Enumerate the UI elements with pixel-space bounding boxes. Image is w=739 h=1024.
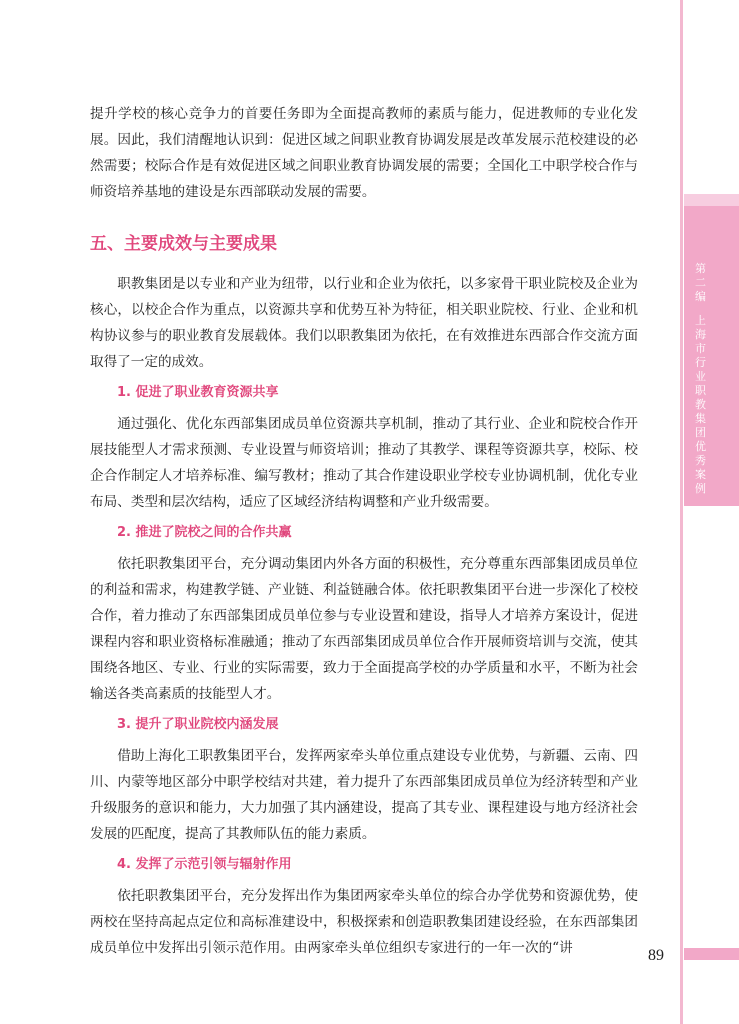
subsection-heading-3: 3. 提升了职业院校内涵发展	[117, 717, 279, 732]
subsection-heading-1: 1. 促进了职业教育资源共享	[117, 385, 279, 400]
side-tab	[684, 206, 739, 506]
page-number: 89	[648, 947, 664, 964]
side-tab-part: 第二编	[695, 262, 706, 303]
subsection-body-1: 通过强化、优化东西部集团成员单位资源共享机制，推动了其行业、企业和院校合作开展技能型人才需求预测、专业设置与师资培训；推动了其教学、课程等资源共享，校际、校企合作制定人才培养标准、编写教材；推动了其合作建设职业学校专业协调机制，优化专业布局、类型和层次结构，适应了区域经济结构调整和产业升级需要。	[90, 416, 638, 510]
subsection-body-4: 依托职教集团平台，充分发挥出作为集团两家牵头单位的综合办学优势和资源优势，使两校在坚持高起点定位和高标准建设中，积极探索和创造职教集团建设经验，在东西部集团成员单位中发挥出引领示范作用。由两家牵头单位组织专家进行的一年一次的“讲	[90, 888, 638, 956]
subsection-heading-2: 2. 推进了院校之间的合作共赢	[117, 525, 292, 540]
subsection-body-3: 借助上海化工职教集团平台，发挥两家牵头单位重点建设专业优势，与新疆、云南、四川、内蒙等地区部分中职学校结对共建，着力提升了东西部集团成员单位为经济转型和产业升级服务的意识和能力，大力加强了其内涵建设，提高了其专业、课程建设与地方经济社会发展的匹配度，提高了其教师队伍的能力素质。	[90, 748, 638, 842]
page-content	[90, 101, 638, 961]
side-tab-cap	[684, 194, 739, 206]
margin-rule	[680, 0, 683, 1024]
section-heading: 五、主要成效与主要成果	[90, 234, 277, 254]
intro-paragraph: 提升学校的核心竞争力的首要任务即为全面提高教师的素质与能力，促进教师的专业化发展。因此，我们清醒地认识到：促进区域之间职业教育协调发展是改革发展示范校建设的必然需要；校际合作是有效促进区域之间职业教育协调发展的需要；全国化工中职学校合作与师资培养基地的建设是东西部联动发展的需要。	[90, 106, 638, 200]
side-tab-label	[695, 262, 709, 496]
side-tab-title: 上海市行业职教集团优秀案例	[695, 314, 706, 495]
section-intro: 职教集团是以专业和产业为纽带，以行业和企业为依托，以多家骨干职业院校及企业为核心，以校企合作为重点，以资源共享和优势互补为特征，相关职业院校、行业、企业和机构协议参与的职业教育发展载体。我们以职教集团为依托，在有效推进东西部合作交流方面取得了一定的成效。	[90, 276, 638, 370]
subsection-heading-4: 4. 发挥了示范引领与辐射作用	[117, 857, 292, 872]
subsection-body-2: 依托职教集团平台，充分调动集团内外各方面的积极性，充分尊重东西部集团成员单位的利益和需求，构建教学链、产业链、利益链融合体。依托职教集团平台进一步深化了校校合作，着力推动了东西部集团成员单位参与专业设置和建设，指导人才培养方案设计，促进课程内容和职业资格标准融通；推动了东西部集团成员单位合作开展师资培训与交流，使其围绕各地区、专业、行业的实际需要，致力于全面提高学校的办学质量和水平，不断为社会输送各类高素质的技能型人才。	[90, 556, 638, 702]
page-number-bar	[684, 948, 739, 960]
